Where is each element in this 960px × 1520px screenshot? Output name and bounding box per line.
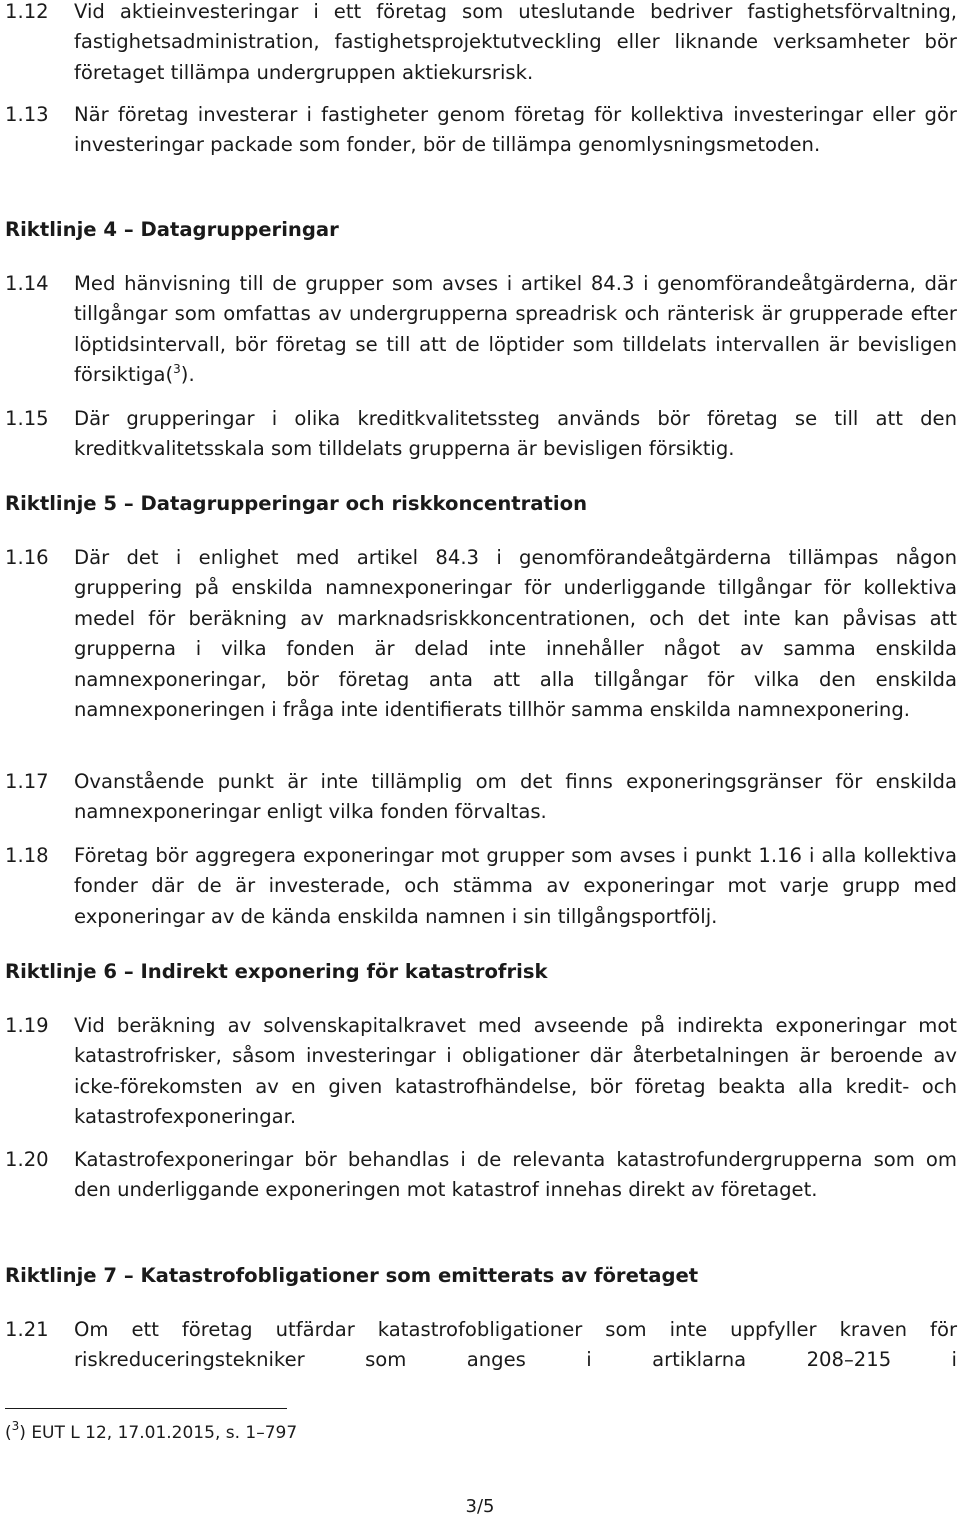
paragraph-1-12 <box>5 0 957 88</box>
paragraph-1-19 <box>5 1011 957 1133</box>
paragraph-number: 1.19 <box>5 1014 49 1037</box>
paragraph-1-18 <box>5 841 957 932</box>
paragraph-text-tail: ). <box>180 363 195 387</box>
paragraph-number: 1.12 <box>5 0 49 23</box>
paragraph-1-15 <box>5 404 957 465</box>
paragraph-text: Om ett företag utfärdar katastrofobligationer som inte uppfyller kraven för riskreduceringstekniker som anges i artiklarna 208–215 i <box>74 1318 957 1372</box>
paragraph-text <box>74 269 957 391</box>
footnote-text: ) EUT L 12, 17.01.2015, s. 1–797 <box>19 1423 298 1443</box>
footnote-reference: 3 <box>173 362 181 377</box>
footnote-open: ( <box>5 1423 12 1443</box>
section-heading-riktlinje-6: Riktlinje 6 – Indirekt exponering för katastrofrisk <box>5 960 548 983</box>
paragraph-1-17 <box>5 767 957 828</box>
paragraph-text: Vid beräkning av solvenskapitalkravet med avseende på indirekta exponeringar mot katastrofrisker, såsom investeringar i obligationer där återbetalningen är beroende av icke-förekomsten av en given katastrofhändelse, bör företag beakta alla kredit- och katastrofexponeringar. <box>74 1014 957 1129</box>
paragraph-text: Katastrofexponeringar bör behandlas i de relevanta katastrofundergrupperna som om den underliggande exponeringen mot katastrof innehas direkt av företaget. <box>74 1148 957 1202</box>
paragraph-number: 1.13 <box>5 103 49 126</box>
footnote-divider <box>5 1408 287 1409</box>
paragraph-1-20 <box>5 1145 957 1206</box>
paragraph-1-14 <box>5 269 957 391</box>
paragraph-text: Vid aktieinvesteringar i ett företag som uteslutande bedriver fastighetsförvaltning, fastighetsadministration, fastighetsprojektutveckling eller liknande verksamheter bör företaget tillämpa undergruppen aktiekursrisk. <box>74 0 957 84</box>
paragraph-text: Ovanstående punkt är inte tillämplig om det finns exponeringsgränser för enskilda namnexponeringar enligt vilka fonden förvaltas. <box>74 770 957 824</box>
paragraph-text: Där det i enlighet med artikel 84.3 i genomförandeåtgärderna tillämpas någon gruppering på enskilda namnexponeringar för underliggande tillgångar för kollektiva medel för beräkning av marknadsriskkoncentrationen, och det inte kan påvisas att grupperna i vilka fonden är delad inte innehåller något av samma enskilda namnexponeringar, bör företag anta att alla tillgångar för vilka den enskilda namnexponeringen i fråga inte identifierats tillhör samma enskilda namnexponering. <box>74 546 957 722</box>
paragraph-number: 1.18 <box>5 844 49 867</box>
section-heading-riktlinje-7: Riktlinje 7 – Katastrofobligationer som emitterats av företaget <box>5 1264 699 1287</box>
section-heading-riktlinje-4: Riktlinje 4 – Datagrupperingar <box>5 218 339 241</box>
paragraph-number: 1.15 <box>5 407 49 430</box>
footnote-marker: 3 <box>11 1419 20 1433</box>
footnote <box>5 1420 297 1446</box>
paragraph-number: 1.16 <box>5 546 49 569</box>
paragraph-1-16 <box>5 543 957 725</box>
paragraph-text-body: Med hänvisning till de grupper som avses i artikel 84.3 i genomförandeåtgärderna, där tillgångar som omfattas av undergrupperna spreadrisk och ränterisk är grupperade efter löptidsintervall, bör företag se till att de löptider som tilldelats intervallen är bevisligen försiktiga( <box>74 272 957 387</box>
paragraph-number: 1.20 <box>5 1148 49 1171</box>
paragraph-number: 1.21 <box>5 1318 49 1341</box>
section-heading-riktlinje-5: Riktlinje 5 – Datagrupperingar och riskkoncentration <box>5 492 588 515</box>
paragraph-number: 1.14 <box>5 272 49 295</box>
paragraph-text: Där grupperingar i olika kreditkvalitetssteg används bör företag se till att den kreditkvalitetsskala som tilldelats grupperna är bevisligen försiktig. <box>74 407 957 461</box>
paragraph-1-13 <box>5 100 957 161</box>
paragraph-number: 1.17 <box>5 770 49 793</box>
page-number: 3/5 <box>465 1496 495 1517</box>
paragraph-text: När företag investerar i fastigheter genom företag för kollektiva investeringar eller gör investeringar packade som fonder, bör de tillämpa genomlysningsmetoden. <box>74 103 957 157</box>
paragraph-1-21 <box>5 1315 957 1376</box>
paragraph-text: Företag bör aggregera exponeringar mot grupper som avses i punkt 1.16 i alla kollektiva fonder där de är investerade, och stämma av exponeringar mot varje grupp med exponeringar av de kända enskilda namnen i sin tillgångsportfölj. <box>74 844 957 928</box>
